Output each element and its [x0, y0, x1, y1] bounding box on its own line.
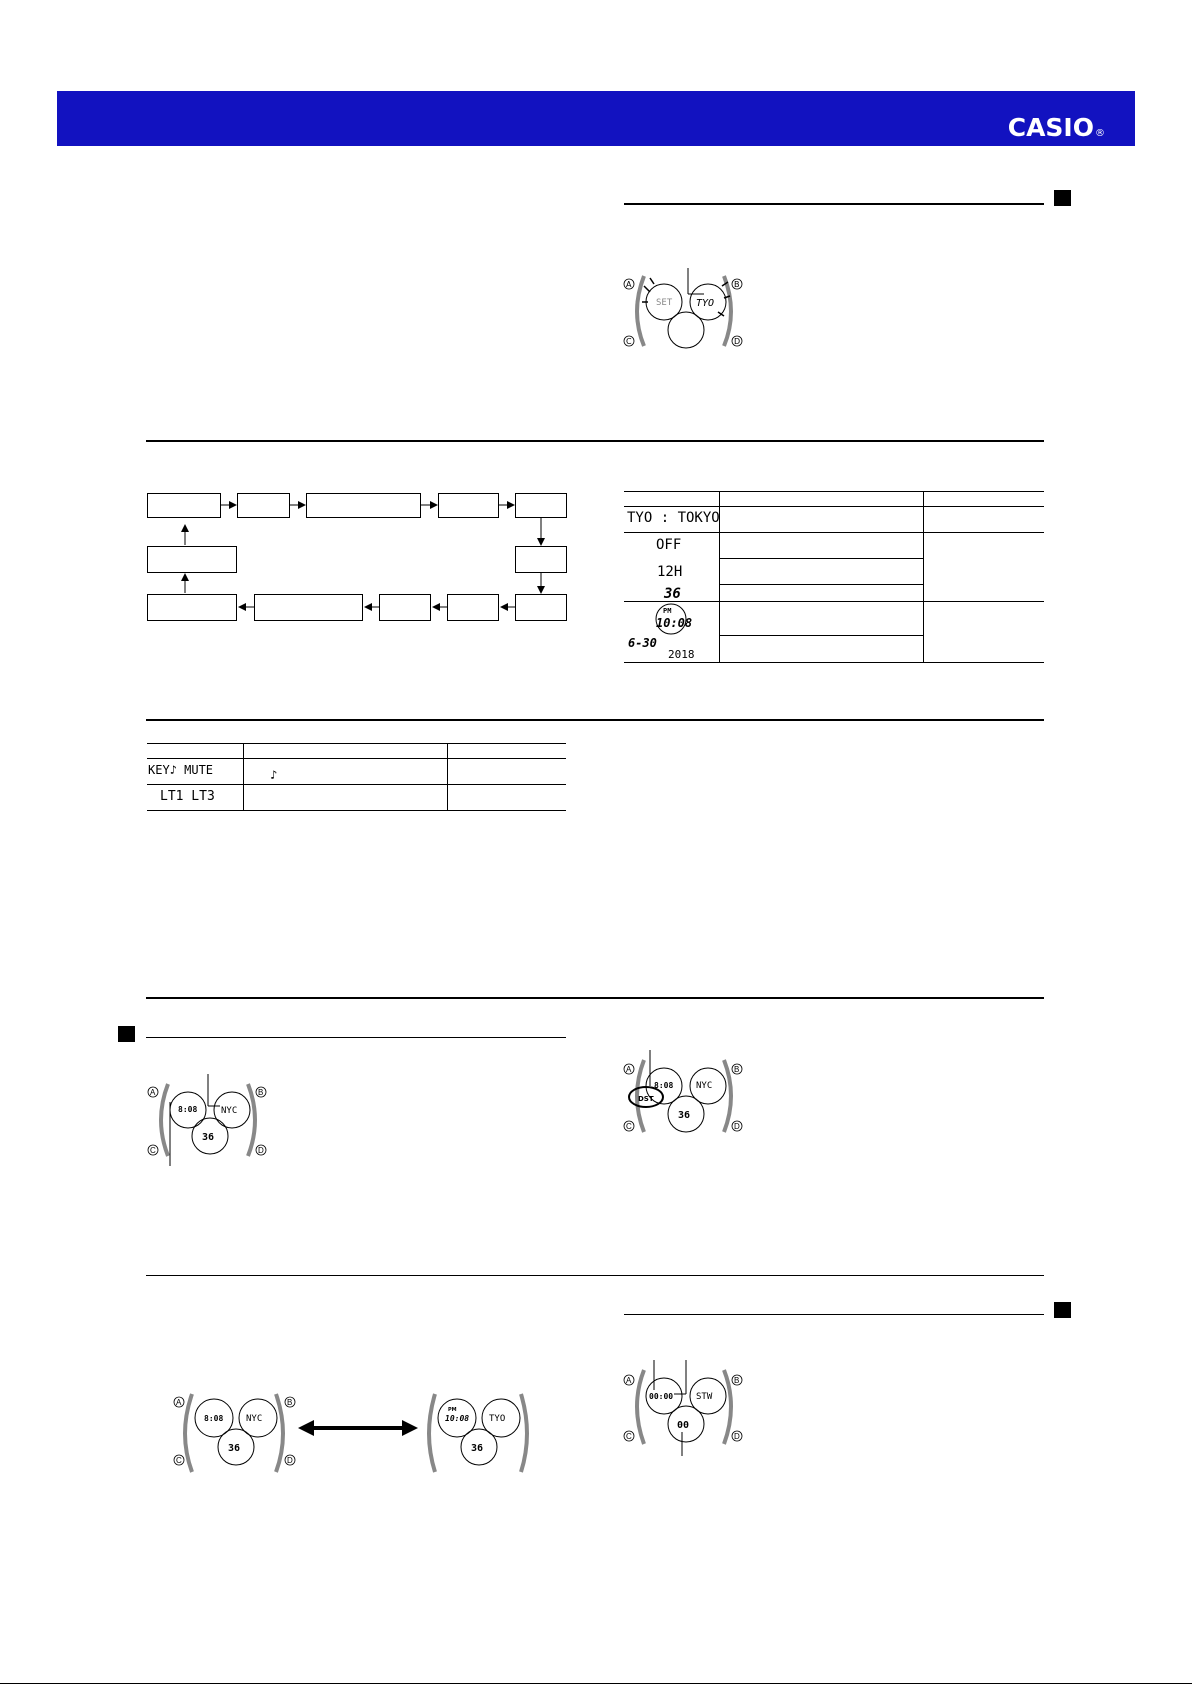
lcd-text: TYO — [696, 298, 715, 309]
table-cell: TYO : TOKYO — [627, 510, 720, 526]
watch-home-city-illustration — [144, 1074, 274, 1169]
watch-stopwatch-illustration — [620, 1360, 750, 1460]
flow-arrows — [140, 485, 580, 630]
svg-text:B: B — [734, 1065, 740, 1074]
lcd-text: 8:08 — [654, 1081, 674, 1090]
table-cell-note: ♪ — [270, 768, 278, 782]
button-b-label: B — [734, 280, 740, 289]
svg-text:C: C — [150, 1146, 156, 1155]
section-rule — [146, 997, 1044, 999]
svg-text:A: A — [176, 1398, 182, 1407]
svg-text:10:08: 10:08 — [445, 1414, 470, 1423]
svg-text:TYO: TYO — [489, 1414, 506, 1424]
svg-text:36: 36 — [228, 1443, 241, 1454]
table-cell: 36 — [664, 586, 681, 602]
svg-text:NYC: NYC — [246, 1414, 263, 1424]
svg-text:STW: STW — [696, 1392, 713, 1402]
svg-text:8:08: 8:08 — [204, 1414, 224, 1423]
lcd-text: NYC — [221, 1106, 238, 1116]
watch-dst-illustration — [620, 1050, 750, 1145]
svg-text:00: 00 — [677, 1420, 690, 1431]
table-cell: 12H — [657, 564, 683, 580]
svg-text:D: D — [258, 1146, 264, 1155]
section-marker — [118, 1026, 135, 1042]
lcd-text: NYC — [696, 1081, 713, 1091]
button-a-label: A — [626, 280, 632, 289]
section-marker — [1054, 1302, 1071, 1318]
swap-double-arrow — [298, 1418, 418, 1438]
svg-text:A: A — [626, 1065, 632, 1074]
table-cell: OFF — [656, 537, 682, 553]
section-rule — [146, 440, 1044, 442]
dst-indicator: DST — [638, 1095, 654, 1103]
table-cell-small: PM — [663, 607, 672, 615]
svg-text:B: B — [287, 1398, 293, 1407]
table-cell: 2018 — [668, 648, 695, 661]
watch-swap-b-illustration — [425, 1390, 535, 1480]
lcd-text: 36 — [678, 1110, 691, 1121]
svg-text:D: D — [734, 1122, 740, 1131]
table-cell: LT1 LT3 — [160, 789, 215, 804]
section-rule — [146, 1275, 1044, 1276]
svg-text:D: D — [734, 1432, 740, 1441]
lcd-text: SET — [656, 298, 673, 308]
svg-text:36: 36 — [471, 1443, 484, 1454]
lcd-text: 8:08 — [178, 1105, 198, 1114]
svg-text:C: C — [626, 1432, 632, 1441]
watch-setting-illustration — [620, 262, 750, 352]
button-d-label: D — [734, 337, 741, 346]
svg-text:D: D — [287, 1456, 293, 1465]
svg-text:C: C — [626, 1122, 632, 1131]
svg-text:A: A — [150, 1088, 156, 1097]
casio-logo: CASIO® — [1007, 113, 1105, 142]
section-rule — [624, 1314, 1044, 1315]
header-bar — [57, 91, 1135, 146]
button-c-label: C — [626, 337, 632, 346]
svg-text:B: B — [258, 1088, 264, 1097]
svg-text:00:00: 00:00 — [649, 1392, 674, 1401]
lcd-text: 36 — [202, 1132, 215, 1143]
svg-text:C: C — [176, 1456, 182, 1465]
section-rule — [624, 203, 1044, 205]
section-rule — [146, 719, 1044, 721]
table-cell: 10:08 — [656, 616, 693, 630]
svg-text:A: A — [626, 1376, 632, 1385]
table-cell: KEY♪ MUTE — [148, 763, 214, 777]
page-bottom-rule — [0, 1683, 1192, 1684]
svg-text:B: B — [734, 1376, 740, 1385]
table-cell: 6-30 — [628, 636, 657, 650]
svg-text:PM: PM — [448, 1407, 457, 1413]
watch-swap-a-illustration — [170, 1390, 300, 1480]
section-marker — [1054, 190, 1071, 206]
section-rule — [146, 1037, 566, 1038]
